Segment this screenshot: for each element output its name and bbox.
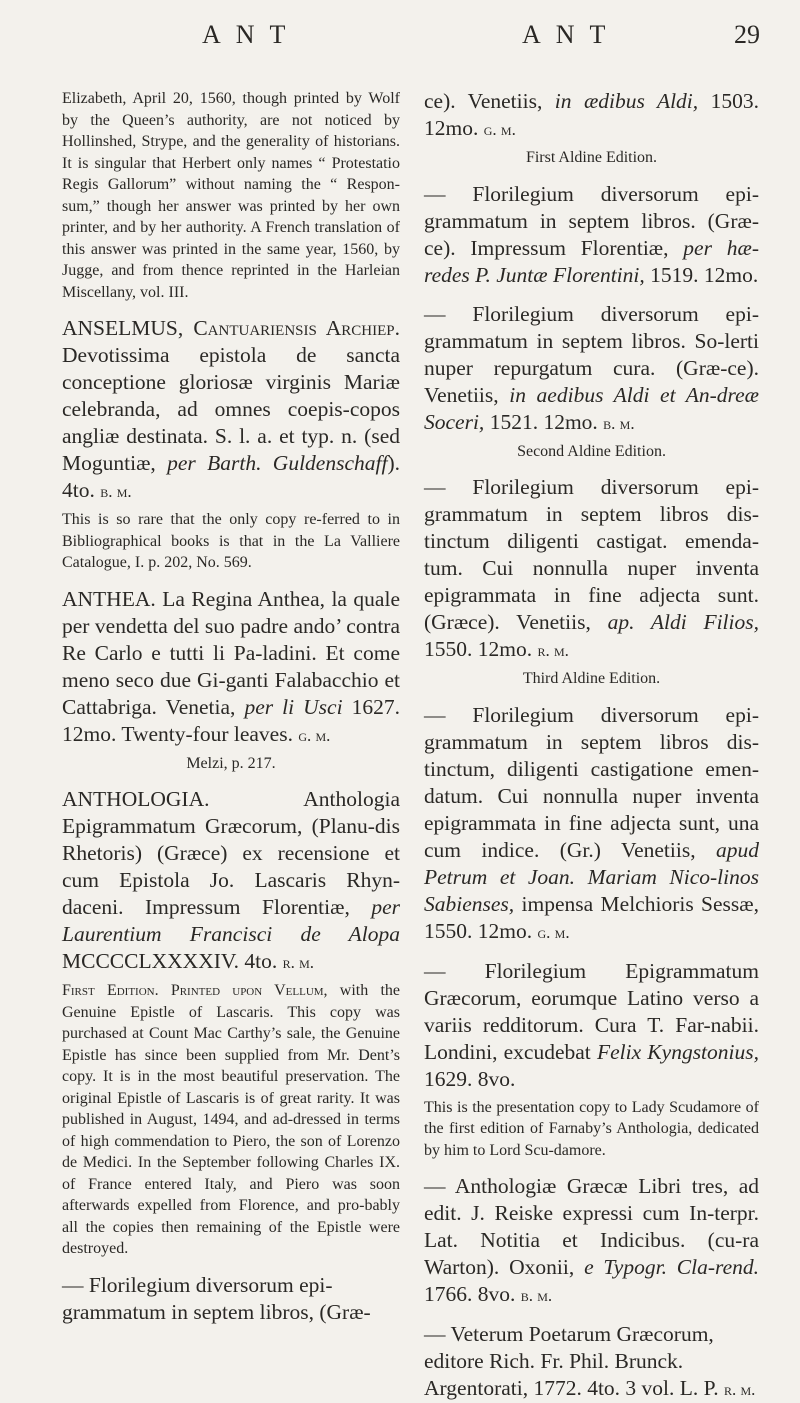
entry-note [62,980,400,1260]
running-head-left: ANT [202,20,301,49]
entry-text: — Anthologiæ Græcæ Libri tres, ad edit. J. Reiske expressi cum In-terpr. Lat. Notitia et Indicibus. (cu-ra Warton). Oxonii, [424,1174,759,1279]
owner-mark: g. m. [483,120,516,139]
entry-format: 1519. 12mo. [650,262,759,287]
entry-imprint: per Laurentium Francisci de Alopa [62,895,400,946]
entry-imprint: per li Usci [244,694,343,719]
owner-mark: b. m. [520,1286,553,1305]
entry-format: 1550. 12mo. [424,637,533,661]
entry-imprint: apud Petrum et Joan. Mariam Nico-linos Sabienses, [424,837,759,916]
entry-note: Melzi, p. 217. [186,754,276,772]
entry-heading: ANTHOLOGIA. [62,787,210,811]
page-header [0,20,800,60]
entry-heading: ANTHEA. [62,586,156,611]
note-text: with the Genuine Epistle of Lascaris. This copy was purchased at Count Mac Carthy’s sale, the Genuine Epistle has since been supplied from Mr. Dent’s copy. It is in the most beautiful preservation. The original Epistle of Lascaris is of great rarity. It was published in August, 1494, and ad-dressed in terms of high commendation to Piero, the son of Lorenzo de Medici. In the September following Charles IX. of France entered Italy, and Piero was soon afterwards expelled from Florence, and pro-bably all the copies then remaining of the Epistle were destroyed. [62,982,400,1257]
entry-text: La Regina Anthea, la quale per vendetta del suo padre ando’ contra Re Carlo e tutti li Pa-ladini. Et come meno seco due Gi-ganti Falabacchio et Cattabriga. Venetia, [62,586,400,719]
entry-note: Third Aldine Edition. [522,670,661,687]
entry-subheading: Cantuariensis Archiep. [193,316,400,340]
entry-text: — Florilegium diversorum epi-grammatum in septem libros dis-tinctum, diligenti castigatione emen-datum. Cui nonnulla nuper inventa epigrammata in fine adjecta sunt, una cum indice. (Gr.) Venetiis, [424,702,759,862]
entry-anthea [62,586,400,749]
entry-text: — Florilegium diversorum epi-grammatum in septem libros. (Græ-ce). Impressum Florentiæ, [424,181,759,260]
entry-note: First Aldine Edition. [525,149,658,166]
entry-florilegium-1550-nicolini [424,702,759,946]
entry-text: — Florilegium diversorum epi-grammatum in septem libros. So-lerti nuper repurgatum cura. (Græ-ce). Venetiis, [424,301,759,407]
entry-format: impensa Melchioris Sessæ, 1550. 12mo. [424,891,759,943]
entry-florilegium-1629 [424,958,759,1093]
page-number: 29 [734,20,760,49]
owner-mark: r. m. [724,1380,756,1399]
owner-mark: r. m. [282,953,315,972]
entry-anthologiae-graecae [424,1173,759,1309]
owner-mark: r. m. [537,641,569,660]
entry-continuation [424,88,759,143]
owner-mark: b. m. [100,482,132,501]
entry-imprint: Felix Kyngstonius, [596,1039,759,1064]
entry-format: 1521. 12mo. [489,409,598,434]
entry-florilegium-1519 [424,181,759,289]
entry-text: ce). Venetiis, [424,89,543,113]
right-column [424,88,759,1403]
entry-text: — Florilegium Epigrammatum Græcorum, eorumque Latino verso a variis redditorum. Cura T. Far-nabii. Londini, excudebat [424,958,759,1064]
entry-format: 1503. 12mo. [424,89,759,140]
entry-veterum-poetarum [424,1321,759,1403]
entry-text: — Veterum Poetarum Græcorum, editore Rich. Fr. Phil. Brunck. Argentorati, 1772. 4to. 3 vol. L. P. [424,1322,719,1400]
entry-florilegium-start: — Florilegium diversorum epi-grammatum in septem libros, (Græ- [62,1272,371,1324]
entry-format: ). 4to. [62,451,400,502]
entry-florilegium-1521 [424,301,759,437]
entry-imprint: ap. Aldi Filios, [607,610,759,634]
entry-imprint: in aedibus Aldi et An-dreæ Soceri, [424,382,760,434]
entry-format: 1627. 12mo. Twenty-four leaves. [62,694,400,746]
left-column [62,88,400,1326]
entry-format: 1629. 8vo. [424,1066,516,1091]
entry-format: MCCCCLXXXXIV. 4to. [62,949,278,973]
continued-note: Elizabeth, April 20, 1560, though printed by Wolf by the Queen’s authority, are not noticed by Hollinshed, Strype, and the generality of historians. It is singular that Herbert only names “ Protestatio Regis Gallorum” without naming the “ Respon-sum,” though her answer was printed by her own printer, and by her authority. A French translation of this answer was printed in the same year, 1560, by Jugge, and from thence reprinted in the Harleian Miscellany, vol. III. [62,90,400,301]
entry-text: Devotissima epistola de sancta conceptione gloriosæ virginis Mariæ celebranda, ad omnes coepis-copos angliæ destinata. S. l. a. et typ. n. (sed Moguntiæ, [62,343,400,475]
entry-note: This is the presentation copy to Lady Scudamore of the first edition of Farnaby’s Anthologia, dedicated by him to Lord Scu-damore. [424,1098,759,1159]
owner-mark: g. m. [537,922,570,942]
entry-imprint: e Typogr. Cla-rend. [584,1255,759,1279]
entry-format: 1766. 8vo. [424,1282,516,1306]
entry-note: This is so rare that the only copy re-ferred to in Bibliographical books is that in the La Valliere Catalogue, I. p. 202, No. 569. [62,511,400,571]
entry-text: — Florilegium diversorum epi-grammatum in septem libros dis-tinctum diligenti castigat. emenda-tum. Cui nonnulla nuper inventa epigrammata in fine adjecta sunt. (Græce). Venetiis, [424,475,759,634]
note-lead: First Edition. Printed upon Vellum, [62,982,328,999]
entry-heading: ANSELMUS, [62,316,184,340]
owner-mark: g. m. [298,725,331,745]
entry-imprint: per Barth. Guldenschaff [167,451,388,475]
running-head-right: ANT [522,20,621,49]
entry-florilegium-1550-aldi [424,474,759,664]
entry-imprint: in ædibus Aldi, [554,89,699,113]
entry-text: Anthologia Epigrammatum Græcorum, (Planu-dis Rhetoris) (Græce) ex recensione et cum Epistola Jo. Lascaris Rhyn-daceni. Impressum Florentiæ, [62,787,400,919]
entry-anthologia [62,786,400,976]
owner-mark: b. m. [603,413,635,433]
entry-anselmus [62,315,400,505]
entry-note: Second Aldine Edition. [517,442,666,460]
entry-imprint: per hæ-redes P. Juntæ Florentini, [424,235,759,287]
